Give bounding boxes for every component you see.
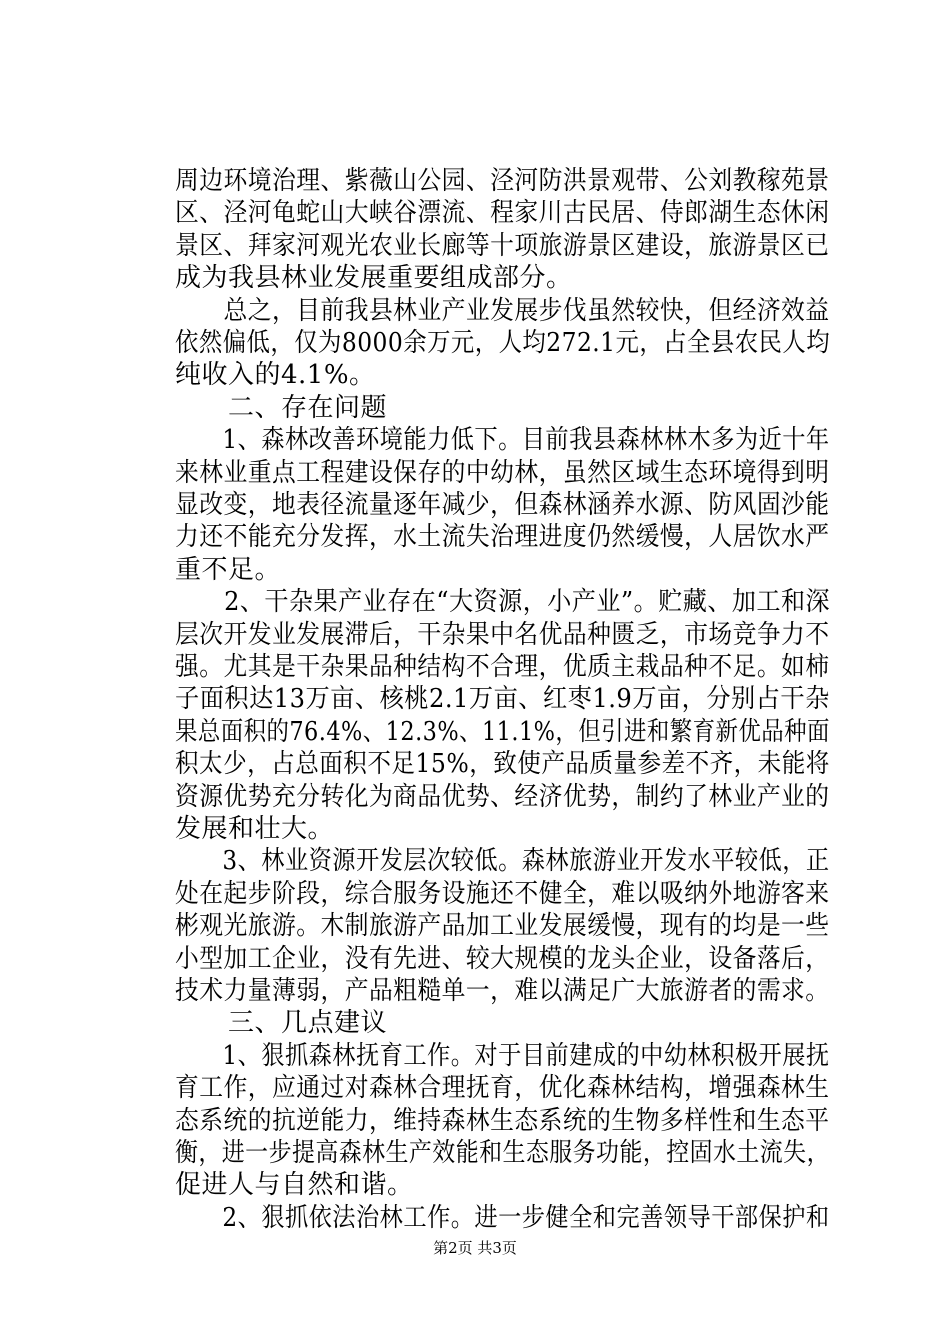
text-line: 技术力量薄弱，产品粗糙单一，难以满足广大旅游者的需求。	[175, 976, 830, 1006]
text-line: 2、狠抓依法治林工作。进一步健全和完善领导干部保护和	[175, 1202, 830, 1233]
text-line: 三、几点建议	[175, 1008, 388, 1039]
page-footer: 第2页 共3页	[433, 1239, 517, 1257]
text-line: 积太少，占总面积不足15%，致使产品质量参差不齐，未能将	[175, 749, 830, 780]
text-line: 景区、拜家河观光农业长廊等十项旅游景区建设，旅游景区已	[175, 230, 830, 261]
text-line: 成为我县林业发展重要组成部分。	[175, 263, 573, 294]
text-line: 层次开发业发展滞后，干杂果中名优品种匮乏，市场竞争力不	[175, 619, 830, 650]
text-line: 力还不能充分发挥，水土流失治理进度仍然缓慢，人居饮水严	[175, 522, 830, 553]
text-line: 果总面积的76.4%、12.3%、11.1%，但引进和繁育新优品种面	[175, 716, 830, 747]
text-line: 重不足。	[175, 554, 282, 585]
text-line: 发展和壮大。	[175, 814, 335, 844]
text-line: 显改变，地表径流量逐年减少，但森林涵养水源、防风固沙能	[175, 490, 830, 520]
text-line: 区、泾河龟蛇山大峡谷漂流、程家川古民居、侍郎湖生态休闲	[175, 198, 830, 229]
text-line: 纯收入的4.1%。	[175, 360, 376, 391]
text-line: 依然偏低，仅为8000余万元，人均272.1元，占全县农民人均	[175, 328, 831, 358]
text-line: 2、干杂果产业存在“大资源，小产业”。贮藏、加工和深	[175, 587, 831, 618]
text-line: 子面积达13万亩、核桃2.1万亩、红枣1.9万亩，分别占干杂	[175, 684, 830, 715]
text-line: 彬观光旅游。木制旅游产品加工业发展缓慢，现有的均是一些	[175, 911, 830, 942]
text-line: 资源优势充分转化为商品优势、经济优势，制约了林业产业的	[175, 781, 830, 812]
text-line: 总之，目前我县林业产业发展步伐虽然较快，但经济效益	[175, 295, 830, 326]
text-line: 周边环境治理、紫薇山公园、泾河防洪景观带、公刘教稼苑景	[175, 166, 830, 196]
text-line: 1、狠抓森林抚育工作。对于目前建成的中幼林积极开展抚	[175, 1040, 830, 1071]
text-line: 小型加工企业，没有先进、较大规模的龙头企业，设备落后，	[175, 943, 830, 974]
text-line: 态系统的抗逆能力，维持森林生态系统的生物多样性和生态平	[175, 1105, 830, 1136]
text-line: 3、林业资源开发层次较低。森林旅游业开发水平较低，正	[175, 846, 830, 877]
text-line: 衡，进一步提高森林生产效能和生态服务功能，控固水土流失，	[175, 1138, 830, 1168]
text-line: 来林业重点工程建设保存的中幼林，虽然区域生态环境得到明	[175, 457, 830, 488]
text-line: 强。尤其是干杂果品种结构不合理，优质主栽品种不足。如柿	[175, 652, 830, 682]
text-line: 育工作，应通过对森林合理抚育，优化森林结构，增强森林生	[175, 1073, 830, 1104]
text-line: 促进人与自然和谐。	[175, 1170, 414, 1201]
text-line: 处在起步阶段，综合服务设施还不健全，难以吸纳外地游客来	[175, 878, 830, 909]
text-line: 1、森林改善环境能力低下。目前我县森林林木多为近十年	[175, 425, 830, 456]
text-line: 二、存在问题	[175, 392, 388, 423]
